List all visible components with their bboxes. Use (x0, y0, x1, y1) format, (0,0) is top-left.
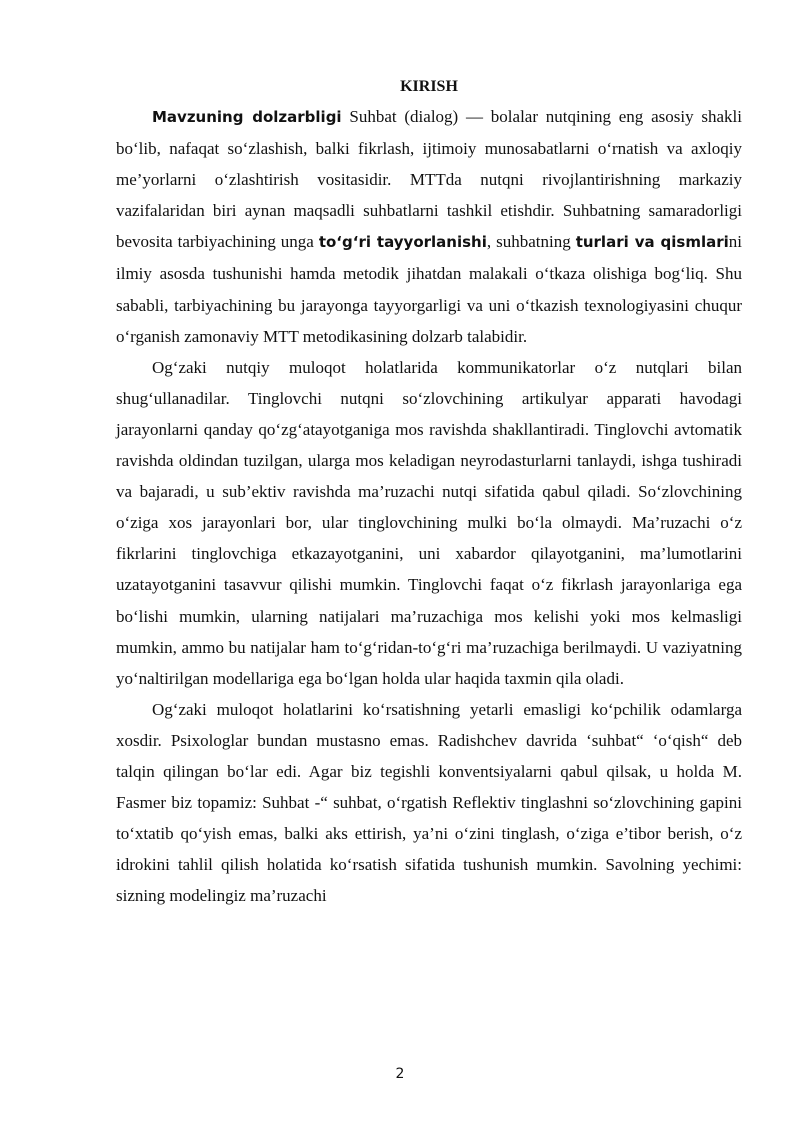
document-page (116, 75, 742, 911)
relevance-lead: Mavzuning dolzarbligi (152, 108, 342, 126)
section-heading: KIRISH (400, 78, 458, 95)
paragraph-oral-communication: Og‘zaki nutqiy muloqot holatlarida kommunikatorlar o‘z nutqlari bilan shug‘ullanadilar. Tinglovchi nutqni so‘zlovchining artikulyar apparati havodagi jarayonlarni qanday qo‘zg‘atayotganiga mos ravishda shakllantiradi. Tinglovchi avtomatik ravishda oldindan tuzilgan, ularga mos keladigan neyrodasturlarni tanlaydi, ishga tushiradi va bajaradi, u sub’ektiv ravishda ma’ruzachi nutqi sifatida qabul qiladi. So‘zlovchining o‘ziga xos jarayonlari bor, ular tinglovchining mulki bo‘la olmaydi. Ma’ruzachi o‘z fikrlarini tinglovchiga etkazayotganini, uni xabardor qilayotganini, ma’lumotlarini uzatayotganini tasavvur qilishi mumkin. Tinglovchi faqat o‘z fikrlash jarayonlariga ega bo‘lishi mumkin, ularning natijalari ma’ruzachiga mos kelishi yoki mos kelmasligi mumkin, ammo bu natijalar ham to‘g‘ridan-to‘g‘ri ma’ruzachiga berilmaydi. U vaziyatning yo‘naltirilgan modellariga ega bo‘lgan holda ular haqida taxmin qila oladi. (116, 357, 742, 688)
page-number: 2 (395, 1066, 405, 1082)
paragraph-relevance (116, 101, 742, 352)
relevance-text-a: Suhbat (dialog) — bolalar nutqining eng asosiy shakli bo‘lib, nafaqat so‘zlashish, balki fikrlash, ijtimoiy munosabatlarni o‘rnatish va axloqiy me’yorlarni o‘zlashtirish vositasidir. MTTda nutqni rivojlantirishning markaziy vazifalaridan biri aynan maqsadli suhbatlarni tashkil etishdir. Suhbatning samaradorligi bevosita tarbiyachining unga (116, 107, 742, 252)
relevance-bold-types: turlari va qismlari (575, 233, 729, 252)
relevance-text-b: , suhbatning (486, 232, 576, 252)
relevance-bold-preparation: to‘g‘ri tayyorlanishi (318, 233, 487, 252)
relevance-text-c: ni ilmiy asosda tushunishi hamda metodik jihatdan malakali o‘tkaza olishiga bog‘liq. Shu sababli, tarbiyachining bu jarayonga tayyorgarligi va uni o‘tkazish texnologiyasini chuqur o‘rganish zamonaviy MTT metodikasining dolzarb talabidir. (116, 232, 743, 346)
paragraph-oral-situations: Og‘zaki muloqot holatlarini ko‘rsatishning yetarli emasligi ko‘pchilik odamlarga xosdir. Psixologlar bundan mustasno emas. Radishchev davrida ‘suhbat“ ‘o‘qish“ deb talqin qilingan bo‘lar edi. Agar biz tegishli konventsiyalarni qabul qilsak, u holda M. Fasmer biz topamiz: Suhbat -“ suhbat, o‘rgatish Reflektiv tinglashni so‘zlovchining gapini to‘xtatib qo‘yish emas, balki aks ettirish, ya’ni o‘zini tinglash, o‘ziga e’tibor berish, o‘z idrokini tahlil qilish holatida ko‘rsatish sifatida tushunish mumkin. Savolning yechimi: sizning modelingiz ma’ruzachi (116, 699, 742, 906)
